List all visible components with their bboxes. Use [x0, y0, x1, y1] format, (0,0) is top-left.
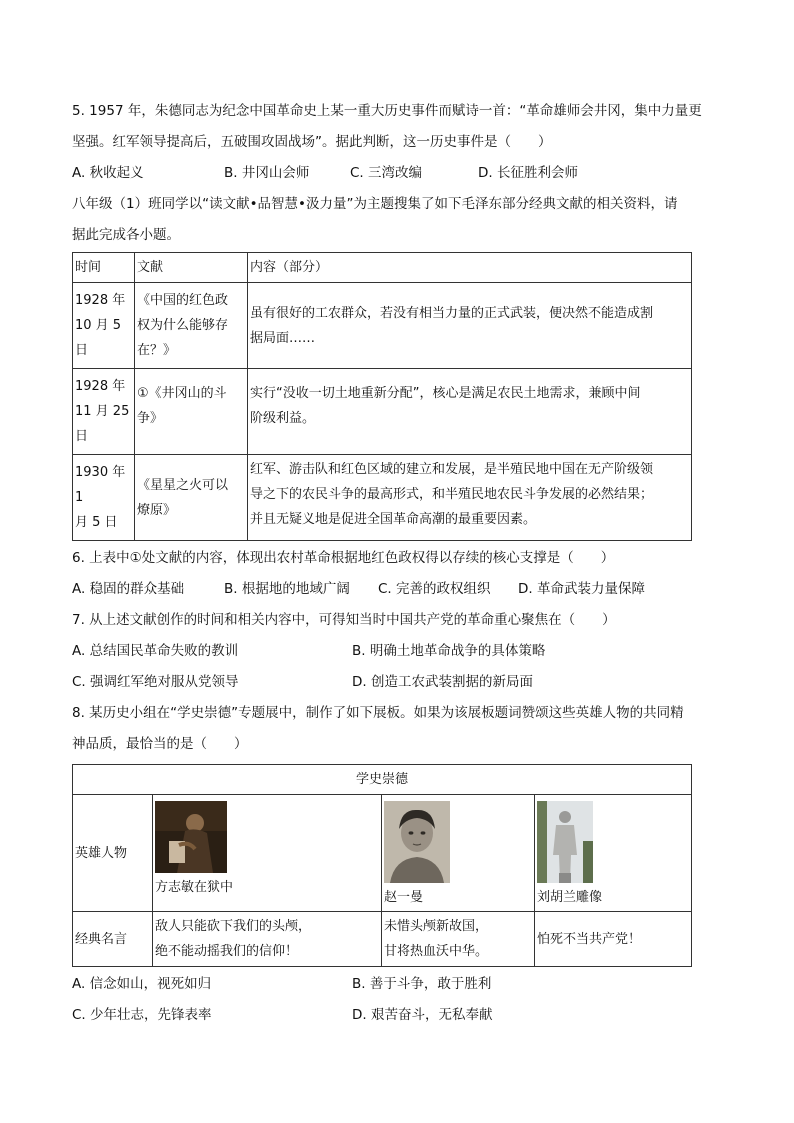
row3-content-line1: 红军、游击队和红色区域的建立和发展，是半殖民地中国在无产阶级领: [250, 462, 654, 477]
hero-caption-liu: 刘胡兰雕像: [537, 890, 603, 905]
page-content: [72, 96, 722, 1031]
row1-content-line2: 据局面……: [250, 330, 316, 346]
row2-content-line2: 阶级利益。: [250, 411, 316, 426]
row2-doc-line2: 争》: [137, 411, 164, 426]
hero-cell-fang: [153, 795, 382, 912]
q7-options-row1: [72, 636, 722, 667]
row3-content-line3: 并且无疑义地是促进全国革命高潮的最重要因素。: [250, 512, 537, 527]
q6-option-d[interactable]: D. 革命武装力量保障: [518, 581, 645, 597]
row2-time-line3: 日: [75, 429, 89, 444]
quote-cell-zhao: [382, 912, 535, 967]
row2-content: [248, 369, 692, 455]
heroes-row-label: 英雄人物: [73, 795, 153, 912]
q5-line1: 5. 1957 年，朱德同志为纪念中国革命史上某一重大历史事件而赋诗一首：“革命雄师会井冈，集中力量更: [72, 103, 702, 119]
table-row: [73, 283, 692, 369]
header-content: 内容（部分）: [248, 253, 692, 283]
header-doc: 文献: [135, 253, 248, 283]
intro-line1: 八年级（1）班同学以“读文献•品智慧•汲力量”为主题搜集了如下毛泽东部分经典文献的相关资料，请: [72, 196, 678, 212]
q5-line2: 坚强。红军领导提高后，五破围攻固战场”。据此判断，这一历史事件是（ ）: [72, 134, 552, 150]
row3-doc-line1: 《星星之火可以: [137, 477, 229, 493]
q8-option-d[interactable]: D. 艰苦奋斗，无私奉献: [352, 1007, 493, 1023]
q6-option-c[interactable]: C. 完善的政权组织: [378, 581, 491, 597]
intro-line2: 据此完成各小题。: [72, 227, 180, 243]
zhao-yiman-photo: [384, 801, 450, 883]
quote-zhao-line2: 甘将热血沃中华。: [384, 944, 489, 959]
q8-options-row2: [72, 1000, 722, 1031]
fang-zhimin-photo: [155, 801, 227, 873]
hero-cell-liu: [535, 795, 692, 912]
row2-doc-line1: ①《井冈山的斗: [137, 386, 227, 401]
q7-options-row2: [72, 667, 722, 698]
q5-option-b[interactable]: B. 井冈山会师: [224, 165, 310, 181]
row1-time: [73, 283, 135, 369]
q7-option-a[interactable]: A. 总结国民革命失败的教训: [72, 643, 239, 659]
documents-table: [72, 252, 692, 541]
quote-zhao-line1: 未惜头颅新故国，: [384, 919, 489, 934]
q8-option-a[interactable]: A. 信念如山，视死如归: [72, 976, 212, 992]
q8-line1: 8. 某历史小组在“学史崇德”专题展中，制作了如下展板。如果为该展板题词赞颂这些英雄人物的共同精: [72, 705, 684, 721]
q7-option-d[interactable]: D. 创造工农武装割据的新局面: [352, 674, 533, 690]
q5-option-d[interactable]: D. 长征胜利会师: [478, 165, 578, 181]
heroes-row: [73, 795, 692, 912]
row3-time: [73, 455, 135, 541]
hero-caption-fang: 方志敏在狱中: [155, 880, 234, 895]
row1-content: [248, 283, 692, 369]
quote-fang-line2: 绝不能动摇我们的信仰！: [155, 944, 299, 959]
row1-time-line2: 10 月 5 日: [75, 318, 122, 358]
q6-option-b[interactable]: B. 根据地的地域广阔: [224, 581, 350, 597]
q8-option-b[interactable]: B. 善于斗争，敢于胜利: [352, 976, 492, 992]
hero-cell-zhao: [382, 795, 535, 912]
row3-time-line2: 月 5 日: [75, 515, 118, 530]
row1-time-line1: 1928 年: [75, 293, 126, 308]
heroes-table: [72, 764, 692, 967]
heroes-table-title: 学史崇德: [73, 765, 692, 795]
q6-options: [72, 574, 722, 605]
row1-doc: [135, 283, 248, 369]
quotes-row: [73, 912, 692, 967]
q5-option-a[interactable]: A. 秋收起义: [72, 165, 144, 181]
table-header-row: [73, 253, 692, 283]
table-row: [73, 369, 692, 455]
row3-content-line2: 导之下的农民斗争的最高形式，和半殖民地农民斗争发展的必然结果；: [250, 487, 654, 502]
q8-option-c[interactable]: C. 少年壮志，先锋表率: [72, 1007, 212, 1023]
q8-line2: 神品质，最恰当的是（ ）: [72, 736, 248, 752]
row3-content: [248, 455, 692, 541]
quote-liu-line1: 怕死不当共产党！: [537, 931, 642, 947]
row3-doc-line2: 燎原》: [137, 502, 177, 518]
quote-cell-fang: [153, 912, 382, 967]
quote-fang-line1: 敌人只能砍下我们的头颅，: [155, 919, 312, 934]
q6-stem: 6. 上表中①处文献的内容，体现出农村革命根据地红色政权得以存续的核心支撑是（ ）: [72, 550, 615, 566]
row1-doc-line2: 权为什么能够存: [137, 318, 229, 333]
heroes-title-row: [73, 765, 692, 795]
row1-doc-line3: 在？》: [137, 343, 177, 358]
q8-options-row1: [72, 969, 722, 1000]
row3-time-line1: 1930 年 1: [75, 465, 126, 505]
liu-hulan-statue-photo: [537, 801, 593, 883]
q6-option-a[interactable]: A. 稳固的群众基础: [72, 581, 185, 597]
q7-option-b[interactable]: B. 明确土地革命战争的具体策略: [352, 643, 546, 659]
row2-time-line2: 11 月 25: [75, 404, 130, 419]
q5-options: [72, 158, 722, 189]
row2-time: [73, 369, 135, 455]
row1-doc-line1: 《中国的红色政: [137, 293, 229, 308]
q7-stem: 7. 从上述文献创作的时间和相关内容中，可得知当时中国共产党的革命重心聚焦在（ ）: [72, 612, 616, 628]
row2-time-line1: 1928 年: [75, 379, 126, 394]
quote-cell-liu: [535, 912, 692, 967]
header-time: 时间: [73, 253, 135, 283]
quotes-row-label: 经典名言: [73, 912, 153, 967]
row1-content-line1: 虽有很好的工农群众，若没有相当力量的正式武装，便决然不能造成割: [250, 305, 654, 321]
q7-option-c[interactable]: C. 强调红军绝对服从党领导: [72, 674, 239, 690]
hero-caption-zhao: 赵一曼: [384, 890, 424, 905]
row2-content-line1: 实行“没收一切土地重新分配”，核心是满足农民土地需求，兼顾中间: [250, 386, 641, 401]
table-row: [73, 455, 692, 541]
row3-doc: [135, 455, 248, 541]
q5-option-c[interactable]: C. 三湾改编: [350, 165, 423, 181]
row2-doc: [135, 369, 248, 455]
